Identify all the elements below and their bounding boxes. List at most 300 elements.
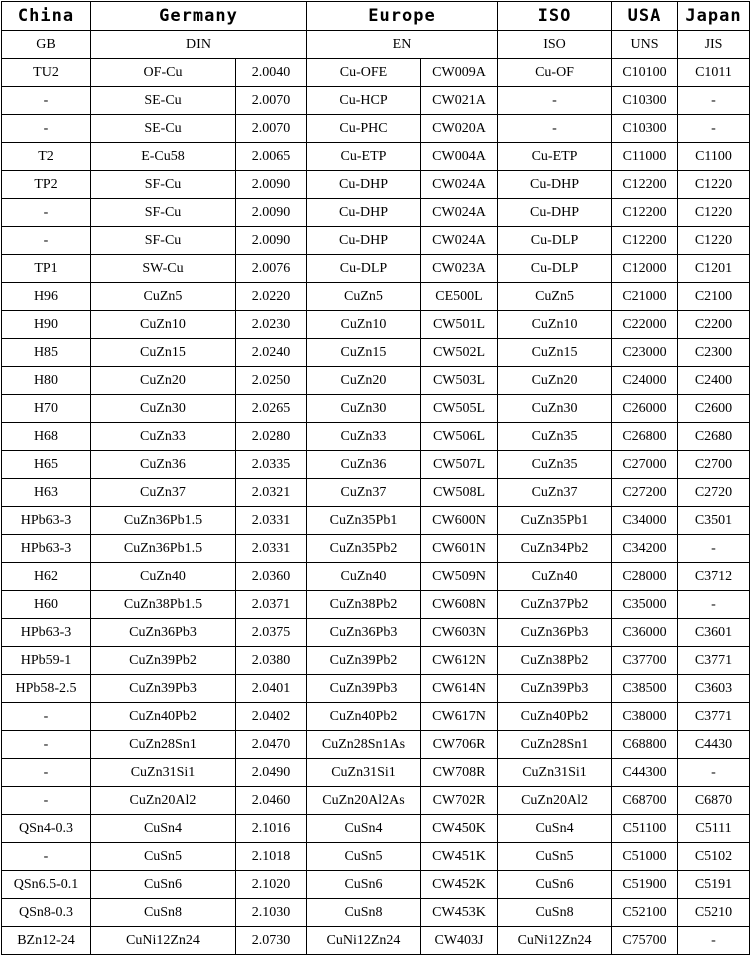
cell-iso-grade: CuSn8 — [498, 899, 612, 927]
cell-en-name: CuZn38Pb2 — [307, 591, 421, 619]
cell-jis-grade: C5191 — [678, 871, 750, 899]
cell-en-name: Cu-PHC — [307, 115, 421, 143]
header-iso: ISO — [498, 2, 612, 31]
cell-jis-grade: C5210 — [678, 899, 750, 927]
table-row — [2, 227, 750, 255]
cell-din-number: 2.1030 — [236, 899, 307, 927]
cell-uns-number: C34000 — [612, 507, 678, 535]
cell-en-number: CW603N — [421, 619, 498, 647]
cell-din-number: 2.0220 — [236, 283, 307, 311]
cell-din-name: OF-Cu — [91, 59, 236, 87]
cell-iso-grade: - — [498, 115, 612, 143]
cell-din-name: CuZn31Si1 — [91, 759, 236, 787]
cell-uns-number: C52100 — [612, 899, 678, 927]
table-row — [2, 479, 750, 507]
cell-en-number: CW501L — [421, 311, 498, 339]
table-row — [2, 59, 750, 87]
cell-uns-number: C27200 — [612, 479, 678, 507]
cell-gb-grade: H65 — [2, 451, 91, 479]
cell-en-name: CuZn5 — [307, 283, 421, 311]
cell-uns-number: C37700 — [612, 647, 678, 675]
cell-uns-number: C12200 — [612, 199, 678, 227]
cell-jis-grade: C2700 — [678, 451, 750, 479]
cell-iso-grade: CuZn28Sn1 — [498, 731, 612, 759]
cell-din-number: 2.0331 — [236, 535, 307, 563]
cell-gb-grade: - — [2, 199, 91, 227]
cell-en-number: CW600N — [421, 507, 498, 535]
cell-din-number: 2.0070 — [236, 87, 307, 115]
cell-din-name: CuZn36Pb1.5 — [91, 535, 236, 563]
cell-gb-grade: - — [2, 731, 91, 759]
cell-din-number: 2.0230 — [236, 311, 307, 339]
cell-din-name: CuSn5 — [91, 843, 236, 871]
cell-en-name: CuZn37 — [307, 479, 421, 507]
cell-jis-grade: - — [678, 535, 750, 563]
cell-din-number: 2.1018 — [236, 843, 307, 871]
cell-en-name: CuZn31Si1 — [307, 759, 421, 787]
cell-en-name: CuZn15 — [307, 339, 421, 367]
cell-din-name: CuSn4 — [91, 815, 236, 843]
cell-gb-grade: - — [2, 759, 91, 787]
table-row — [2, 395, 750, 423]
table-row — [2, 115, 750, 143]
cell-uns-number: C12200 — [612, 227, 678, 255]
header-europe: Europe — [307, 2, 498, 31]
cell-en-number: CW403J — [421, 927, 498, 955]
cell-jis-grade: C1220 — [678, 199, 750, 227]
cell-iso-grade: CuZn36Pb3 — [498, 619, 612, 647]
cell-en-name: CuZn36 — [307, 451, 421, 479]
cell-din-number: 2.0490 — [236, 759, 307, 787]
cell-iso-grade: Cu-DLP — [498, 255, 612, 283]
cell-gb-grade: H80 — [2, 367, 91, 395]
cell-jis-grade: C1220 — [678, 227, 750, 255]
cell-din-name: CuZn30 — [91, 395, 236, 423]
cell-en-number: CW024A — [421, 199, 498, 227]
cell-en-name: CuZn35Pb1 — [307, 507, 421, 535]
standard-gb: GB — [2, 31, 91, 59]
cell-gb-grade: - — [2, 115, 91, 143]
cell-iso-grade: Cu-DHP — [498, 171, 612, 199]
cell-din-name: CuSn6 — [91, 871, 236, 899]
cell-uns-number: C21000 — [612, 283, 678, 311]
cell-din-name: CuZn20 — [91, 367, 236, 395]
cell-uns-number: C10100 — [612, 59, 678, 87]
cell-din-name: CuZn33 — [91, 423, 236, 451]
standard-jis: JIS — [678, 31, 750, 59]
cell-en-number: CW023A — [421, 255, 498, 283]
cell-din-number: 2.0730 — [236, 927, 307, 955]
table-row — [2, 171, 750, 199]
table-row — [2, 703, 750, 731]
cell-din-name: SF-Cu — [91, 227, 236, 255]
cell-din-number: 2.0076 — [236, 255, 307, 283]
cell-gb-grade: H96 — [2, 283, 91, 311]
cell-uns-number: C44300 — [612, 759, 678, 787]
cell-din-number: 2.0401 — [236, 675, 307, 703]
grade-comparison-grid — [1, 1, 750, 955]
cell-en-name: CuZn40Pb2 — [307, 703, 421, 731]
table-row — [2, 143, 750, 171]
cell-iso-grade: CuSn4 — [498, 815, 612, 843]
cell-din-number: 2.0375 — [236, 619, 307, 647]
cell-gb-grade: H70 — [2, 395, 91, 423]
cell-din-name: CuZn28Sn1 — [91, 731, 236, 759]
cell-gb-grade: - — [2, 787, 91, 815]
cell-gb-grade: HPb59-1 — [2, 647, 91, 675]
cell-gb-grade: BZn12-24 — [2, 927, 91, 955]
cell-uns-number: C68700 — [612, 787, 678, 815]
cell-uns-number: C27000 — [612, 451, 678, 479]
table-row — [2, 927, 750, 955]
cell-en-name: CuSn5 — [307, 843, 421, 871]
cell-din-number: 2.0460 — [236, 787, 307, 815]
cell-uns-number: C28000 — [612, 563, 678, 591]
cell-gb-grade: HPb63-3 — [2, 535, 91, 563]
cell-din-number: 2.0402 — [236, 703, 307, 731]
cell-din-number: 2.0090 — [236, 227, 307, 255]
cell-jis-grade: C2300 — [678, 339, 750, 367]
cell-iso-grade: CuZn37Pb2 — [498, 591, 612, 619]
cell-uns-number: C12200 — [612, 171, 678, 199]
cell-gb-grade: H85 — [2, 339, 91, 367]
cell-en-name: Cu-DHP — [307, 227, 421, 255]
cell-din-name: CuZn39Pb2 — [91, 647, 236, 675]
cell-uns-number: C68800 — [612, 731, 678, 759]
cell-uns-number: C23000 — [612, 339, 678, 367]
cell-uns-number: C24000 — [612, 367, 678, 395]
header-usa: USA — [612, 2, 678, 31]
table-row — [2, 759, 750, 787]
cell-iso-grade: CuZn35 — [498, 423, 612, 451]
cell-en-name: Cu-ETP — [307, 143, 421, 171]
cell-uns-number: C51900 — [612, 871, 678, 899]
cell-jis-grade: C1220 — [678, 171, 750, 199]
cell-jis-grade: C2600 — [678, 395, 750, 423]
cell-gb-grade: H60 — [2, 591, 91, 619]
table-row — [2, 535, 750, 563]
table-row — [2, 619, 750, 647]
cell-din-number: 2.0335 — [236, 451, 307, 479]
cell-din-name: CuZn39Pb3 — [91, 675, 236, 703]
cell-en-number: CW451K — [421, 843, 498, 871]
cell-din-name: CuZn40 — [91, 563, 236, 591]
cell-uns-number: C26800 — [612, 423, 678, 451]
cell-gb-grade: H62 — [2, 563, 91, 591]
cell-iso-grade: CuZn15 — [498, 339, 612, 367]
cell-iso-grade: CuZn34Pb2 — [498, 535, 612, 563]
cell-uns-number: C35000 — [612, 591, 678, 619]
cell-en-number: CW506L — [421, 423, 498, 451]
cell-din-number: 2.1016 — [236, 815, 307, 843]
cell-gb-grade: H90 — [2, 311, 91, 339]
cell-iso-grade: CuZn40 — [498, 563, 612, 591]
cell-jis-grade: C5111 — [678, 815, 750, 843]
cell-uns-number: C12000 — [612, 255, 678, 283]
cell-en-number: CW505L — [421, 395, 498, 423]
table-row — [2, 311, 750, 339]
cell-din-number: 2.0470 — [236, 731, 307, 759]
cell-en-number: CW021A — [421, 87, 498, 115]
cell-uns-number: C10300 — [612, 87, 678, 115]
cell-din-name: CuZn5 — [91, 283, 236, 311]
cell-iso-grade: CuZn5 — [498, 283, 612, 311]
table-row — [2, 563, 750, 591]
cell-en-name: CuZn39Pb2 — [307, 647, 421, 675]
cell-iso-grade: CuZn38Pb2 — [498, 647, 612, 675]
cell-iso-grade: CuZn39Pb3 — [498, 675, 612, 703]
cell-uns-number: C38000 — [612, 703, 678, 731]
cell-en-name: CuSn8 — [307, 899, 421, 927]
standard-en: EN — [307, 31, 498, 59]
cell-gb-grade: - — [2, 843, 91, 871]
cell-en-name: CuZn36Pb3 — [307, 619, 421, 647]
country-header-row — [2, 2, 750, 31]
cell-uns-number: C75700 — [612, 927, 678, 955]
cell-gb-grade: HPb63-3 — [2, 507, 91, 535]
cell-gb-grade: T2 — [2, 143, 91, 171]
cell-en-name: CuZn40 — [307, 563, 421, 591]
cell-en-number: CW509N — [421, 563, 498, 591]
cell-din-name: CuSn8 — [91, 899, 236, 927]
cell-gb-grade: QSn8-0.3 — [2, 899, 91, 927]
cell-din-name: E-Cu58 — [91, 143, 236, 171]
cell-iso-grade: CuNi12Zn24 — [498, 927, 612, 955]
grid-body — [2, 2, 750, 955]
header-china: China — [2, 2, 91, 31]
cell-iso-grade: CuZn40Pb2 — [498, 703, 612, 731]
cell-jis-grade: - — [678, 591, 750, 619]
cell-en-number: CW024A — [421, 171, 498, 199]
cell-jis-grade: C3771 — [678, 703, 750, 731]
cell-jis-grade: C2200 — [678, 311, 750, 339]
cell-din-name: SW-Cu — [91, 255, 236, 283]
cell-din-number: 2.0331 — [236, 507, 307, 535]
cell-iso-grade: CuZn10 — [498, 311, 612, 339]
cell-jis-grade: C1201 — [678, 255, 750, 283]
cell-en-number: CW612N — [421, 647, 498, 675]
cell-iso-grade: CuZn20Al2 — [498, 787, 612, 815]
standard-din: DIN — [91, 31, 307, 59]
table-row — [2, 451, 750, 479]
cell-jis-grade: C3501 — [678, 507, 750, 535]
cell-en-number: CW617N — [421, 703, 498, 731]
cell-en-number: CW004A — [421, 143, 498, 171]
cell-din-name: CuZn38Pb1.5 — [91, 591, 236, 619]
cell-din-name: CuZn36Pb1.5 — [91, 507, 236, 535]
cell-din-number: 2.0090 — [236, 199, 307, 227]
cell-iso-grade: Cu-OF — [498, 59, 612, 87]
cell-en-number: CW702R — [421, 787, 498, 815]
cell-en-number: CW452K — [421, 871, 498, 899]
cell-jis-grade: C1100 — [678, 143, 750, 171]
table-row — [2, 199, 750, 227]
cell-en-name: CuZn33 — [307, 423, 421, 451]
table-row — [2, 87, 750, 115]
cell-iso-grade: CuZn35 — [498, 451, 612, 479]
cell-iso-grade: CuZn35Pb1 — [498, 507, 612, 535]
cell-gb-grade: - — [2, 227, 91, 255]
cell-din-name: CuNi12Zn24 — [91, 927, 236, 955]
cell-din-number: 2.0265 — [236, 395, 307, 423]
cell-din-name: CuZn37 — [91, 479, 236, 507]
cell-din-number: 2.0040 — [236, 59, 307, 87]
cell-gb-grade: QSn6.5-0.1 — [2, 871, 91, 899]
cell-iso-grade: CuSn6 — [498, 871, 612, 899]
cell-din-name: CuZn20Al2 — [91, 787, 236, 815]
cell-din-name: SE-Cu — [91, 87, 236, 115]
cell-en-name: CuNi12Zn24 — [307, 927, 421, 955]
cell-gb-grade: HPb58-2.5 — [2, 675, 91, 703]
cell-en-number: CW024A — [421, 227, 498, 255]
cell-en-name: CuSn4 — [307, 815, 421, 843]
cell-iso-grade: CuSn5 — [498, 843, 612, 871]
cell-en-number: CW708R — [421, 759, 498, 787]
cell-en-name: CuZn28Sn1As — [307, 731, 421, 759]
cell-din-number: 2.0090 — [236, 171, 307, 199]
cell-jis-grade: C2720 — [678, 479, 750, 507]
table-row — [2, 283, 750, 311]
cell-din-number: 2.1020 — [236, 871, 307, 899]
cell-jis-grade: C2100 — [678, 283, 750, 311]
cell-en-name: CuZn30 — [307, 395, 421, 423]
cell-en-number: CE500L — [421, 283, 498, 311]
cell-din-name: SF-Cu — [91, 199, 236, 227]
cell-en-number: CW009A — [421, 59, 498, 87]
cell-en-number: CW508L — [421, 479, 498, 507]
cell-din-name: CuZn36 — [91, 451, 236, 479]
cell-din-name: CuZn15 — [91, 339, 236, 367]
cell-uns-number: C51000 — [612, 843, 678, 871]
cell-uns-number: C22000 — [612, 311, 678, 339]
cell-din-number: 2.0250 — [236, 367, 307, 395]
cell-din-number: 2.0360 — [236, 563, 307, 591]
cell-din-number: 2.0065 — [236, 143, 307, 171]
table-row — [2, 815, 750, 843]
cell-din-number: 2.0321 — [236, 479, 307, 507]
cell-gb-grade: QSn4-0.3 — [2, 815, 91, 843]
cell-gb-grade: TU2 — [2, 59, 91, 87]
cell-en-number: CW608N — [421, 591, 498, 619]
cell-din-number: 2.0380 — [236, 647, 307, 675]
cell-en-name: Cu-DHP — [307, 171, 421, 199]
table-row — [2, 339, 750, 367]
cell-en-number: CW601N — [421, 535, 498, 563]
cell-en-name: CuZn35Pb2 — [307, 535, 421, 563]
cell-gb-grade: H63 — [2, 479, 91, 507]
table-row — [2, 843, 750, 871]
cell-en-number: CW503L — [421, 367, 498, 395]
cell-iso-grade: Cu-DHP — [498, 199, 612, 227]
cell-jis-grade: C2400 — [678, 367, 750, 395]
cell-iso-grade: Cu-DLP — [498, 227, 612, 255]
table-row — [2, 675, 750, 703]
cell-uns-number: C38500 — [612, 675, 678, 703]
table-row — [2, 647, 750, 675]
cell-din-number: 2.0280 — [236, 423, 307, 451]
cell-en-name: CuSn6 — [307, 871, 421, 899]
table-row — [2, 731, 750, 759]
cell-din-number: 2.0240 — [236, 339, 307, 367]
header-japan: Japan — [678, 2, 750, 31]
cell-jis-grade: C4430 — [678, 731, 750, 759]
cell-jis-grade: - — [678, 87, 750, 115]
cell-en-name: Cu-DLP — [307, 255, 421, 283]
cell-iso-grade: CuZn20 — [498, 367, 612, 395]
cell-en-name: CuZn10 — [307, 311, 421, 339]
header-germany: Germany — [91, 2, 307, 31]
cell-en-number: CW614N — [421, 675, 498, 703]
cell-din-number: 2.0070 — [236, 115, 307, 143]
cell-en-number: CW706R — [421, 731, 498, 759]
cell-gb-grade: HPb63-3 — [2, 619, 91, 647]
cell-iso-grade: CuZn37 — [498, 479, 612, 507]
cell-uns-number: C10300 — [612, 115, 678, 143]
cell-iso-grade: CuZn30 — [498, 395, 612, 423]
cell-din-name: SE-Cu — [91, 115, 236, 143]
cell-uns-number: C26000 — [612, 395, 678, 423]
cell-en-name: Cu-HCP — [307, 87, 421, 115]
cell-iso-grade: - — [498, 87, 612, 115]
cell-din-name: CuZn10 — [91, 311, 236, 339]
cell-en-number: CW450K — [421, 815, 498, 843]
cell-uns-number: C51100 — [612, 815, 678, 843]
cell-din-number: 2.0371 — [236, 591, 307, 619]
table-row — [2, 507, 750, 535]
table-row — [2, 787, 750, 815]
cell-gb-grade: - — [2, 703, 91, 731]
cell-en-number: CW507L — [421, 451, 498, 479]
table-row — [2, 367, 750, 395]
cell-uns-number: C11000 — [612, 143, 678, 171]
table-row — [2, 899, 750, 927]
cell-jis-grade: C3771 — [678, 647, 750, 675]
cell-en-number: CW502L — [421, 339, 498, 367]
cell-jis-grade: C2680 — [678, 423, 750, 451]
cell-jis-grade: C6870 — [678, 787, 750, 815]
cell-gb-grade: H68 — [2, 423, 91, 451]
cell-en-number: CW020A — [421, 115, 498, 143]
cell-en-name: CuZn39Pb3 — [307, 675, 421, 703]
cell-jis-grade: C3601 — [678, 619, 750, 647]
cell-en-name: Cu-OFE — [307, 59, 421, 87]
cell-jis-grade: - — [678, 927, 750, 955]
standard-iso: ISO — [498, 31, 612, 59]
cell-uns-number: C36000 — [612, 619, 678, 647]
table-row — [2, 423, 750, 451]
cell-gb-grade: TP1 — [2, 255, 91, 283]
cell-jis-grade: C5102 — [678, 843, 750, 871]
cell-jis-grade: - — [678, 115, 750, 143]
cell-gb-grade: - — [2, 87, 91, 115]
cell-en-number: CW453K — [421, 899, 498, 927]
cell-uns-number: C34200 — [612, 535, 678, 563]
cell-en-name: CuZn20 — [307, 367, 421, 395]
table-row — [2, 591, 750, 619]
cell-jis-grade: C3603 — [678, 675, 750, 703]
cell-iso-grade: CuZn31Si1 — [498, 759, 612, 787]
cell-en-name: CuZn20Al2As — [307, 787, 421, 815]
cell-gb-grade: TP2 — [2, 171, 91, 199]
cell-jis-grade: C3712 — [678, 563, 750, 591]
table-row — [2, 871, 750, 899]
cell-din-name: CuZn36Pb3 — [91, 619, 236, 647]
standard-uns: UNS — [612, 31, 678, 59]
cell-jis-grade: C1011 — [678, 59, 750, 87]
cell-din-name: CuZn40Pb2 — [91, 703, 236, 731]
cell-din-name: SF-Cu — [91, 171, 236, 199]
cell-en-name: Cu-DHP — [307, 199, 421, 227]
